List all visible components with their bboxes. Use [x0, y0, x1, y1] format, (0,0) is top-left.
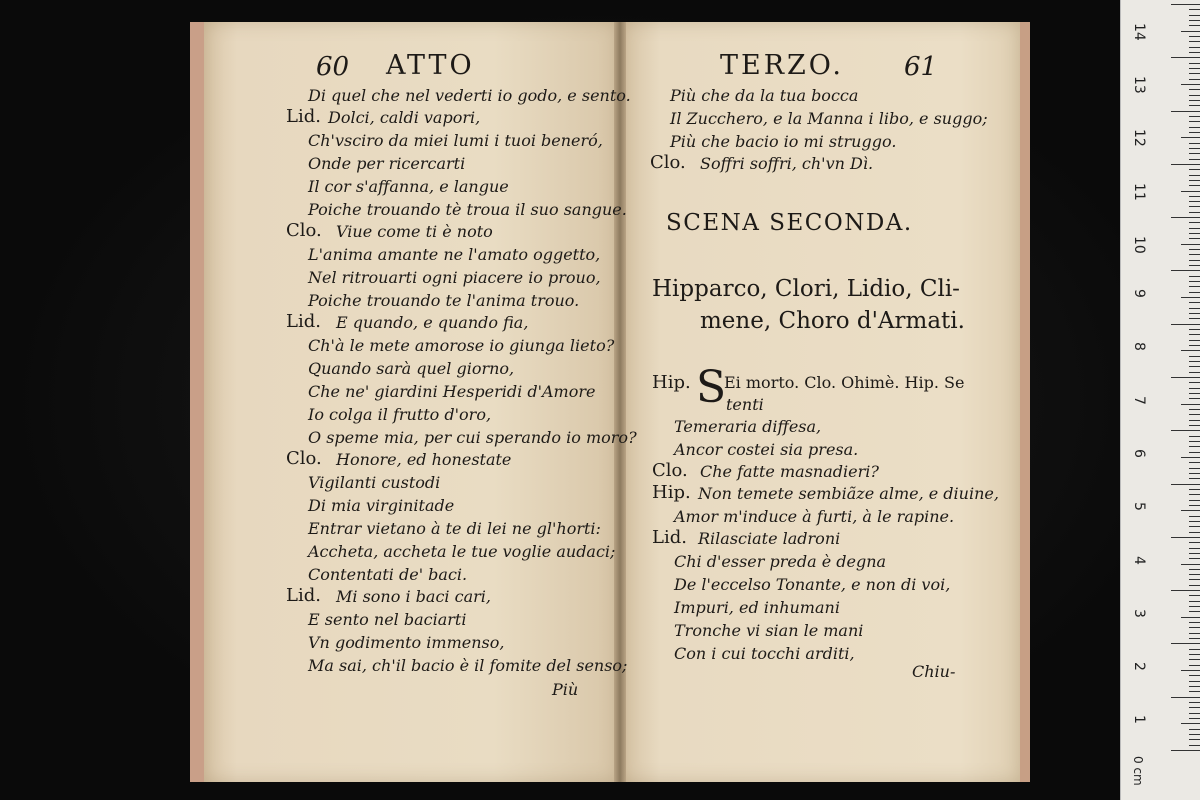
ruler-number: 13 [1131, 75, 1147, 94]
ruler-tick [1189, 425, 1200, 426]
ruler-tick [1189, 366, 1200, 367]
right-dialogue-line: Che fatte masnadieri? [700, 462, 879, 481]
ruler-number: 12 [1131, 129, 1147, 148]
ruler-tick [1189, 73, 1200, 74]
ruler-tick [1189, 478, 1200, 479]
ruler-tick [1189, 558, 1200, 559]
ruler-tick [1189, 153, 1200, 154]
ruler-tick [1189, 201, 1200, 202]
right-line-4: Soffri soffri, ch'vn Dì. [700, 154, 874, 173]
dramatis-personae-line-2: mene, Choro d'Armati. [700, 308, 965, 334]
right-dialogue-line: Amor m'induce à furti, à le rapine. [674, 507, 955, 526]
ruler-tick [1189, 63, 1200, 64]
ruler-tick [1189, 659, 1200, 660]
ruler-tick [1189, 276, 1200, 277]
ruler-tick [1189, 585, 1200, 586]
ruler-tick [1189, 601, 1200, 602]
ruler-tick [1189, 665, 1200, 666]
ruler-tick [1189, 228, 1200, 229]
ruler-tick [1189, 489, 1200, 490]
ruler-tick [1189, 398, 1200, 399]
left-line-3: Ch'vsciro da miei lumi i tuoi beneró, [308, 131, 603, 150]
ruler-tick [1189, 574, 1200, 575]
ruler-tick [1189, 105, 1200, 106]
ruler-tick [1189, 52, 1200, 53]
dramatis-personae-line-1: Hipparco, Clori, Lidio, Cli- [652, 276, 960, 302]
ruler-tick [1189, 579, 1200, 580]
right-dialogue-line: Temeraria diffesa, [674, 417, 822, 436]
ruler-tick [1189, 292, 1200, 293]
right-line-3: Più che bacio io mi struggo. [670, 132, 897, 151]
left-line-12: Ch'à le mete amorose io giunga lieto? [308, 336, 615, 355]
ruler-tick [1171, 377, 1200, 378]
ruler-tick [1189, 169, 1200, 170]
ruler-number: 3 [1131, 608, 1147, 618]
right-line-2: Il Zucchero, e la Manna i libo, e suggo; [670, 109, 988, 128]
right-dialogue-line: Tronche vi sian le mani [674, 621, 864, 640]
ruler-tick [1189, 9, 1200, 10]
ruler-tick [1189, 121, 1200, 122]
left-line-5: Il cor s'affanna, e langue [308, 177, 509, 196]
ruler-tick [1189, 713, 1200, 714]
ruler-number: 9 [1131, 289, 1147, 298]
ruler-tick [1189, 302, 1200, 303]
ruler-tick [1189, 281, 1200, 282]
measurement-ruler [1120, 0, 1200, 800]
ruler-tick [1189, 89, 1200, 90]
speaker-label: Clo. [650, 152, 686, 173]
ruler-tick [1189, 20, 1200, 21]
ruler-tick [1189, 473, 1200, 474]
ruler-tick [1181, 191, 1200, 192]
left-page-number: 60 [316, 52, 350, 82]
right-running-head: TERZO. [720, 50, 844, 81]
ruler-tick [1171, 590, 1200, 591]
ruler-tick [1181, 723, 1200, 724]
ruler-tick [1189, 265, 1200, 266]
left-line-18: Vigilanti custodi [308, 473, 441, 492]
ruler-tick [1189, 718, 1200, 719]
ruler-tick [1189, 313, 1200, 314]
ruler-tick [1171, 217, 1200, 218]
ruler-tick [1189, 505, 1200, 506]
ruler-number: 7 [1131, 395, 1147, 405]
left-line-22: Contentati de' baci. [308, 565, 468, 584]
right-dialogue-line: Chi d'esser preda è degna [674, 552, 887, 571]
right-dialogue-line: Ancor costei sia presa. [674, 440, 859, 459]
speaker-label: Clo. [286, 448, 322, 469]
ruler-tick [1189, 494, 1200, 495]
ruler-tick [1189, 393, 1200, 394]
ruler-tick [1189, 132, 1200, 133]
ruler-tick [1189, 15, 1200, 16]
open-book [190, 22, 1030, 782]
ruler-tick [1189, 180, 1200, 181]
left-line-10: Poiche trouando te l'anima trouo. [308, 291, 580, 310]
left-line-25: Vn godimento immenso, [308, 633, 505, 652]
left-line-23: Mi sono i baci cari, [336, 587, 491, 606]
ruler-tick [1189, 68, 1200, 69]
left-line-20: Entrar vietano à te di lei ne gl'horti: [308, 519, 601, 538]
ruler-tick [1189, 452, 1200, 453]
ruler-tick [1171, 164, 1200, 165]
right-dialogue-line: tenti [726, 395, 764, 414]
ruler-tick [1189, 249, 1200, 250]
left-line-24: E sento nel baciarti [308, 610, 467, 629]
ruler-tick [1189, 595, 1200, 596]
ruler-tick [1189, 462, 1200, 463]
left-line-17: Honore, ed honestate [336, 450, 512, 469]
ruler-tick [1189, 446, 1200, 447]
speaker-label: Hip. [652, 372, 691, 393]
ruler-tick [1171, 111, 1200, 112]
ruler-number: 8 [1131, 342, 1147, 352]
left-line-11: E quando, e quando fia, [336, 313, 529, 332]
ruler-tick [1189, 196, 1200, 197]
left-catchword: Più [552, 680, 579, 699]
right-dialogue-line: Con i cui tocchi arditi, [674, 644, 855, 663]
ruler-tick [1189, 148, 1200, 149]
ruler-tick [1189, 185, 1200, 186]
ruler-tick [1189, 675, 1200, 676]
left-line-19: Di mia virginitade [308, 496, 455, 515]
ruler-number: 5 [1131, 502, 1147, 512]
ruler-tick [1189, 734, 1200, 735]
left-line-21: Accheta, accheta le tue voglie audaci; [308, 542, 616, 561]
right-dialogue-line: Non temete sembiãze alme, e diuine, [698, 484, 999, 503]
ruler-tick [1189, 308, 1200, 309]
ruler-tick [1189, 420, 1200, 421]
ruler-tick [1181, 457, 1200, 458]
speaker-label: Lid. [286, 311, 321, 332]
ruler-tick [1189, 100, 1200, 101]
ruler-tick [1189, 516, 1200, 517]
ruler-tick [1189, 175, 1200, 176]
ruler-number: 11 [1131, 182, 1147, 201]
ruler-tick [1189, 542, 1200, 543]
ruler-tick [1189, 143, 1200, 144]
left-line-6: Poiche trouando tè troua il suo sangue. [308, 200, 627, 219]
ruler-tick [1189, 532, 1200, 533]
speaker-label: Lid. [652, 527, 687, 548]
right-dialogue-line: Impuri, ed inhumani [674, 598, 840, 617]
speaker-label: Lid. [286, 585, 321, 606]
ruler-number: 4 [1131, 555, 1147, 565]
ruler-tick [1189, 361, 1200, 362]
left-line-8: L'anima amante ne l'amato oggetto, [308, 245, 601, 264]
left-running-head: ATTO [386, 50, 475, 81]
ruler-tick [1181, 510, 1200, 511]
ruler-tick [1171, 324, 1200, 325]
ruler-tick [1189, 286, 1200, 287]
ruler-tick [1189, 739, 1200, 740]
ruler-number: 1 [1131, 715, 1147, 725]
ruler-tick [1189, 409, 1200, 410]
ruler-number: 14 [1131, 22, 1147, 41]
ruler-tick [1189, 569, 1200, 570]
ruler-tick [1181, 297, 1200, 298]
ruler-number: 10 [1131, 235, 1147, 254]
ruler-tick [1171, 4, 1200, 5]
left-line-26: Ma sai, ch'il bacio è il fomite del senso; [308, 656, 628, 675]
ruler-tick [1181, 84, 1200, 85]
ruler-tick [1189, 345, 1200, 346]
ruler-tick [1189, 340, 1200, 341]
ruler-tick [1171, 270, 1200, 271]
ruler-tick [1189, 622, 1200, 623]
speaker-label: Clo. [652, 460, 688, 481]
ruler-tick [1189, 441, 1200, 442]
left-line-9: Nel ritrouarti ogni piacere io prouo, [308, 268, 601, 287]
ruler-tick [1189, 382, 1200, 383]
left-line-7: Viue come ti è noto [336, 222, 493, 241]
ruler-tick [1189, 159, 1200, 160]
ruler-tick [1171, 750, 1200, 751]
ruler-tick [1189, 95, 1200, 96]
right-page-number: 61 [904, 52, 938, 82]
ruler-tick [1189, 654, 1200, 655]
ruler-tick [1189, 25, 1200, 26]
ruler-tick [1189, 372, 1200, 373]
ruler-tick [1189, 681, 1200, 682]
ruler-tick [1189, 233, 1200, 234]
ruler-tick [1189, 116, 1200, 117]
ruler-tick [1189, 606, 1200, 607]
ruler-tick [1171, 537, 1200, 538]
drop-capital: S [696, 362, 727, 413]
ruler-tick [1189, 745, 1200, 746]
left-line-2: Dolci, caldi vapori, [328, 108, 481, 127]
ruler-tick [1181, 350, 1200, 351]
ruler-tick [1171, 57, 1200, 58]
ruler-tick [1189, 611, 1200, 612]
scene-heading: SCENA SECONDA. [666, 210, 913, 236]
ruler-tick [1189, 414, 1200, 415]
ruler-tick [1181, 404, 1200, 405]
ruler-number: 6 [1131, 448, 1147, 458]
ruler-tick [1189, 436, 1200, 437]
ruler-tick [1189, 548, 1200, 549]
ruler-tick [1189, 254, 1200, 255]
ruler-tick [1189, 318, 1200, 319]
ruler-tick [1189, 260, 1200, 261]
ruler-tick [1181, 137, 1200, 138]
right-dialogue-line: Ei morto. Clo. Ohimè. Hip. Se [724, 373, 965, 392]
ruler-tick [1181, 564, 1200, 565]
ruler-tick [1181, 670, 1200, 671]
ruler-tick [1189, 238, 1200, 239]
ruler-tick [1189, 526, 1200, 527]
ruler-tick [1189, 500, 1200, 501]
ruler-tick [1189, 649, 1200, 650]
ruler-tick [1189, 388, 1200, 389]
ruler-tick [1189, 702, 1200, 703]
left-line-16: O speme mia, per cui sperando io moro? [308, 428, 637, 447]
ruler-tick [1189, 633, 1200, 634]
ruler-tick [1189, 47, 1200, 48]
speaker-label: Clo. [286, 220, 322, 241]
ruler-tick [1189, 79, 1200, 80]
right-catchword: Chiu- [912, 662, 956, 681]
ruler-tick [1189, 707, 1200, 708]
ruler-tick [1189, 329, 1200, 330]
ruler-tick [1189, 686, 1200, 687]
ruler-number: 2 [1131, 662, 1147, 671]
ruler-tick [1189, 127, 1200, 128]
left-line-14: Che ne' giardini Hesperidi d'Amore [308, 382, 596, 401]
ruler-tick [1181, 244, 1200, 245]
ruler-tick [1171, 643, 1200, 644]
ruler-tick [1189, 691, 1200, 692]
ruler-unit-label: 0 cm [1131, 756, 1145, 786]
ruler-tick [1181, 617, 1200, 618]
right-dialogue-line: Rilasciate ladroni [698, 529, 841, 548]
ruler-tick [1189, 521, 1200, 522]
right-dialogue-line: De l'eccelso Tonante, e non di voi, [674, 575, 951, 594]
ruler-tick [1189, 212, 1200, 213]
ruler-tick [1189, 627, 1200, 628]
left-line-15: Io colga il frutto d'oro, [308, 405, 492, 424]
ruler-tick [1189, 729, 1200, 730]
ruler-tick [1171, 697, 1200, 698]
ruler-tick [1171, 484, 1200, 485]
ruler-tick [1189, 553, 1200, 554]
left-line-1: Di quel che nel vederti io godo, e sento. [308, 86, 631, 105]
left-line-4: Onde per ricercarti [308, 154, 466, 173]
ruler-tick [1189, 356, 1200, 357]
ruler-tick [1189, 468, 1200, 469]
ruler-tick [1181, 31, 1200, 32]
ruler-tick [1189, 206, 1200, 207]
speaker-label: Lid. [286, 106, 321, 127]
ruler-tick [1189, 41, 1200, 42]
left-line-13: Quando sarà quel giorno, [308, 359, 515, 378]
speaker-label: Hip. [652, 482, 691, 503]
ruler-tick [1189, 334, 1200, 335]
ruler-tick [1189, 222, 1200, 223]
ruler-tick [1171, 430, 1200, 431]
ruler-tick [1189, 36, 1200, 37]
ruler-tick [1189, 638, 1200, 639]
right-line-1: Più che da la tua bocca [670, 86, 859, 105]
